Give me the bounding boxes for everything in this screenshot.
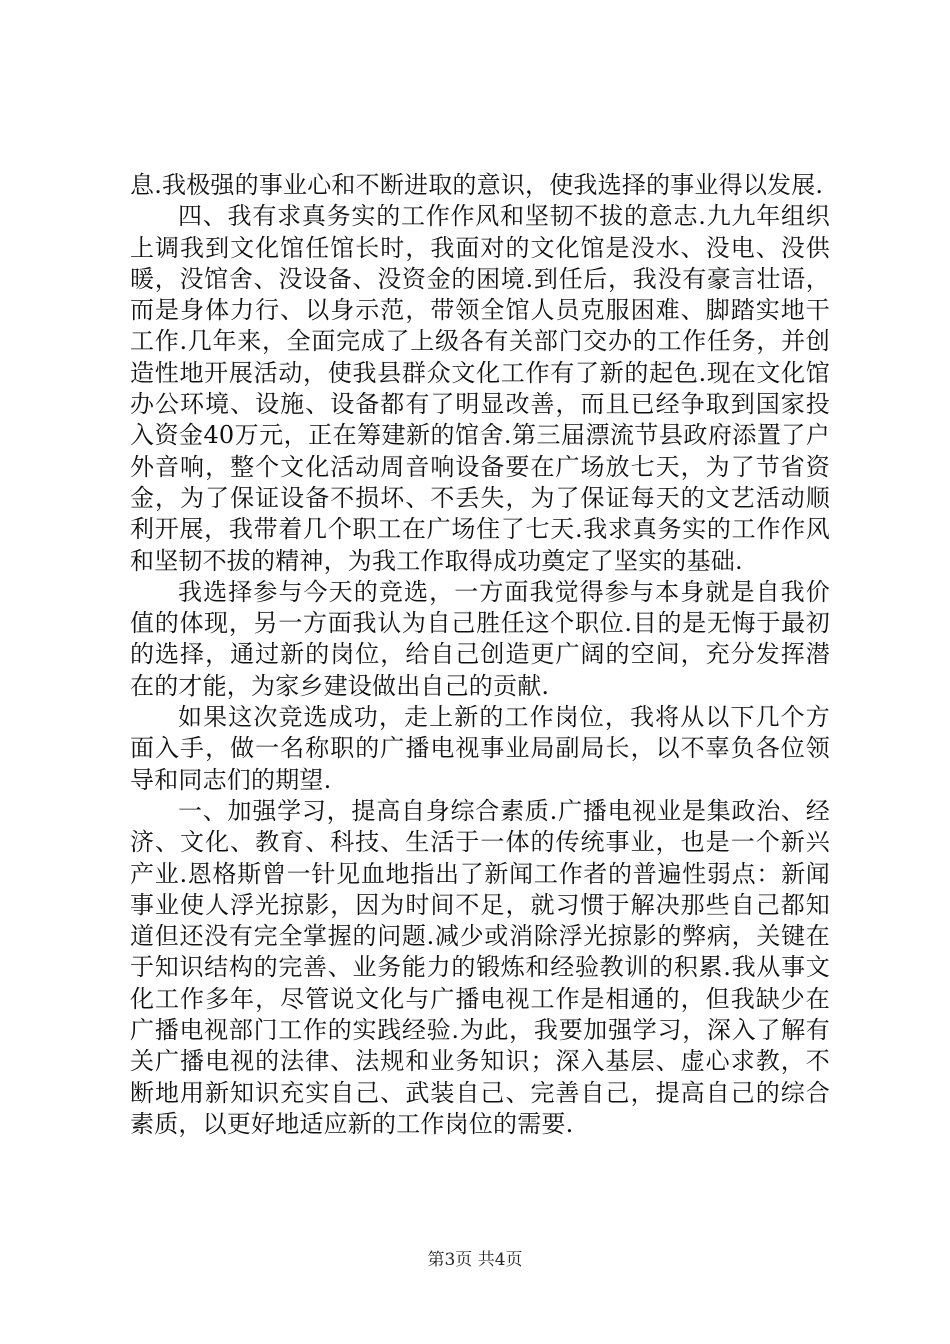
paragraph-election-reason: 我选择参与今天的竞选，一方面我觉得参与本身就是自我价值的体现，另一方面我认为自己胜任这个职位.目的是无悔于最初的选择，通过新的岗位，给自己创造更广阔的空间，充分发挥潜在的才能，为家乡建设做出自己的贡献. (130, 577, 830, 700)
page-footer: 第3页 共4页 (427, 1250, 523, 1270)
paragraph-plan-intro: 如果这次竞选成功，走上新的工作岗位，我将从以下几个方面入手，做一名称职的广播电视事业局副局长，以不辜负各位领导和同志们的期望. (130, 703, 830, 794)
paragraph-study-plan: 一、加强学习，提高自身综合素质.广播电视业是集政治、经济、文化、教育、科技、生活于一体的传统事业，也是一个新兴产业.恩格斯曾一针见血地指出了新闻工作者的普遍性弱点：新闻事业使人浮光掠影，因为时间不足，就习惯于解决那些自己都知道但还没有完全掌握的问题.减少或消除浮光掠影的弊病，关键在于知识结构的完善、业务能力的锻炼和经验教训的积累.我从事文化工作多年，尽管说文化与广播电视工作是相通的，但我缺少在广播电视部门工作的实践经验.为此，我要加强学习，深入了解有关广播电视的法律、法规和业务知识；深入基层、虚心求教，不断地用新知识充实自己、武装自己、完善自己，提高自己的综合素质，以更好地适应新的工作岗位的需要. (130, 796, 830, 1138)
paragraph-work-style: 四、我有求真务实的工作作风和坚韧不拔的意志.九九年组织上调我到文化馆任馆长时，我面对的文化馆是没水、没电、没供暖，没馆舍、没设备、没资金的困境.到任后，我没有豪言壮语，而是身体力行、以身示范，带领全馆人员克服困难、脚踏实地干工作.几年来，全面完成了上级各有关部门交办的工作任务，并创造性地开展活动，使我县群众文化工作有了新的起色.现在文化馆办公环境、设施、设备都有了明显改善，而且已经争取到国家投入资金40万元，正在筹建新的馆舍.第三届漂流节县政府添置了户外音响，整个文化活动周音响设备要在广场放七天，为了节省资金，为了保证设备不损坏、不丢失，为了保证每天的文艺活动顺利开展，我带着几个职工在广场住了七天.我求真务实的工作作风和坚韧不拔的精神，为我工作取得成功奠定了坚实的基础. (130, 202, 830, 575)
document-body (130, 170, 830, 1140)
paragraph-continuation: 息.我极强的事业心和不断进取的意识，使我选择的事业得以发展. (130, 171, 824, 199)
